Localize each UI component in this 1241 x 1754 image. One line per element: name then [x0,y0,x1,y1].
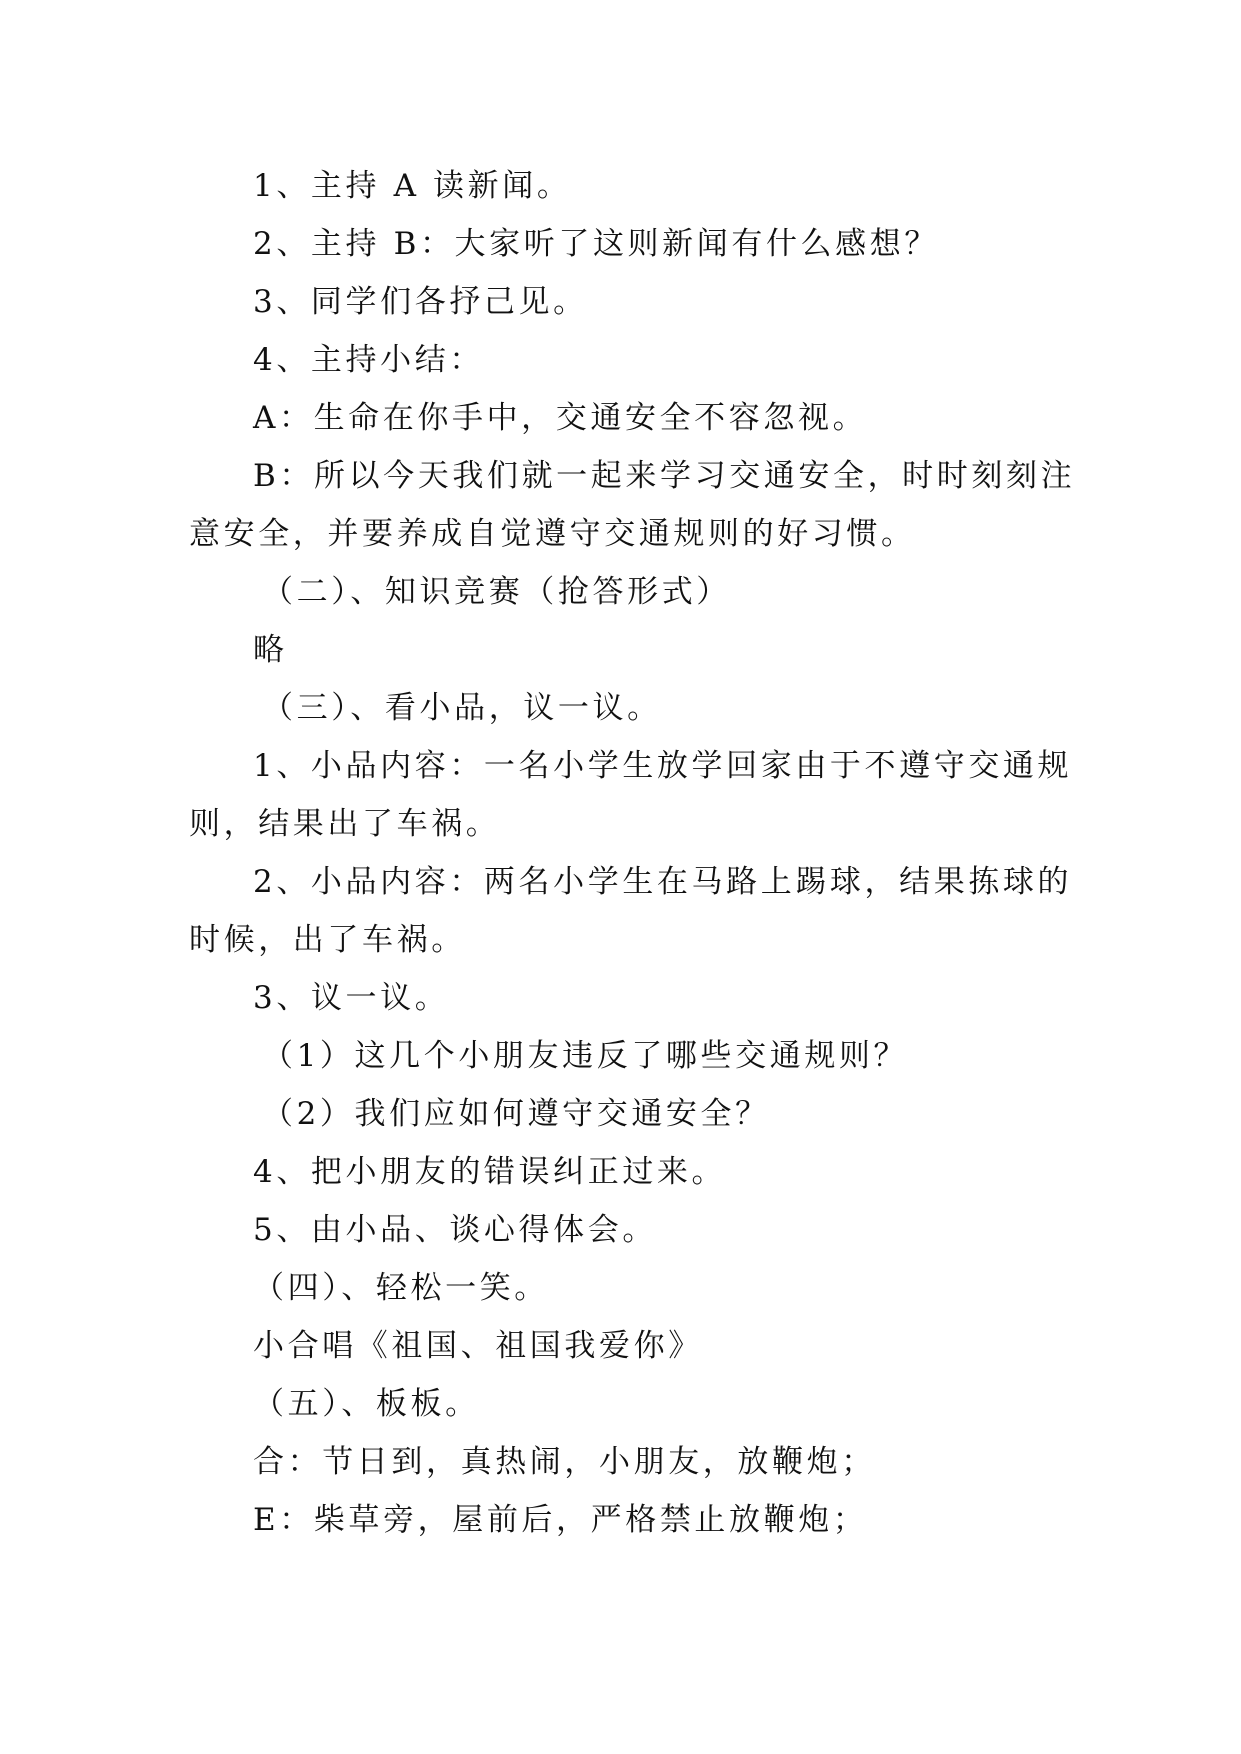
text-line: 1、小品内容：一名小学生放学回家由于不遵守交通规 [253,748,1073,784]
section-heading: （三）、看小品，议一议。 [262,690,662,726]
text-line: 1、主持 A 读新闻。 [253,168,572,204]
text-line: 小合唱《祖国、祖国我爱你》 [253,1328,703,1364]
text-line: 时候，出了车祸。 [189,922,466,958]
text-line: 4、把小朋友的错误纠正过来。 [253,1154,727,1190]
text-line: 2、主持 B：大家听了这则新闻有什么感想？ [253,226,939,262]
text-line: B：所以今天我们就一起来学习交通安全，时时刻刻注 [253,458,1076,494]
text-line: 则，结果出了车祸。 [189,806,501,842]
text-line: （2）我们应如何遵守交通安全？ [262,1096,770,1132]
text-line: （1）这几个小朋友违反了哪些交通规则？ [262,1038,909,1074]
text-line: 合：节日到，真热闹，小朋友，放鞭炮； [253,1444,876,1480]
text-line: 4、主持小结： [253,342,484,378]
text-line: E：柴草旁，屋前后，严格禁止放鞭炮； [253,1502,868,1538]
text-line: 5、由小品、谈心得体会。 [253,1212,657,1248]
text-line: 意安全，并要养成自觉遵守交通规则的好习惯。 [189,516,916,552]
text-line: 略 [253,632,288,668]
text-line: 3、议一议。 [253,980,450,1016]
text-line: 3、同学们各抒己见。 [253,284,588,320]
section-heading: （四）、轻松一笑。 [253,1270,549,1306]
section-heading: （二）、知识竞赛（抢答形式） [262,574,731,610]
section-heading: （五）、板板。 [253,1386,480,1422]
text-line: 2、小品内容：两名小学生在马路上踢球，结果拣球的 [253,864,1073,900]
text-line: A：生命在你手中，交通安全不容忽视。 [253,400,868,436]
